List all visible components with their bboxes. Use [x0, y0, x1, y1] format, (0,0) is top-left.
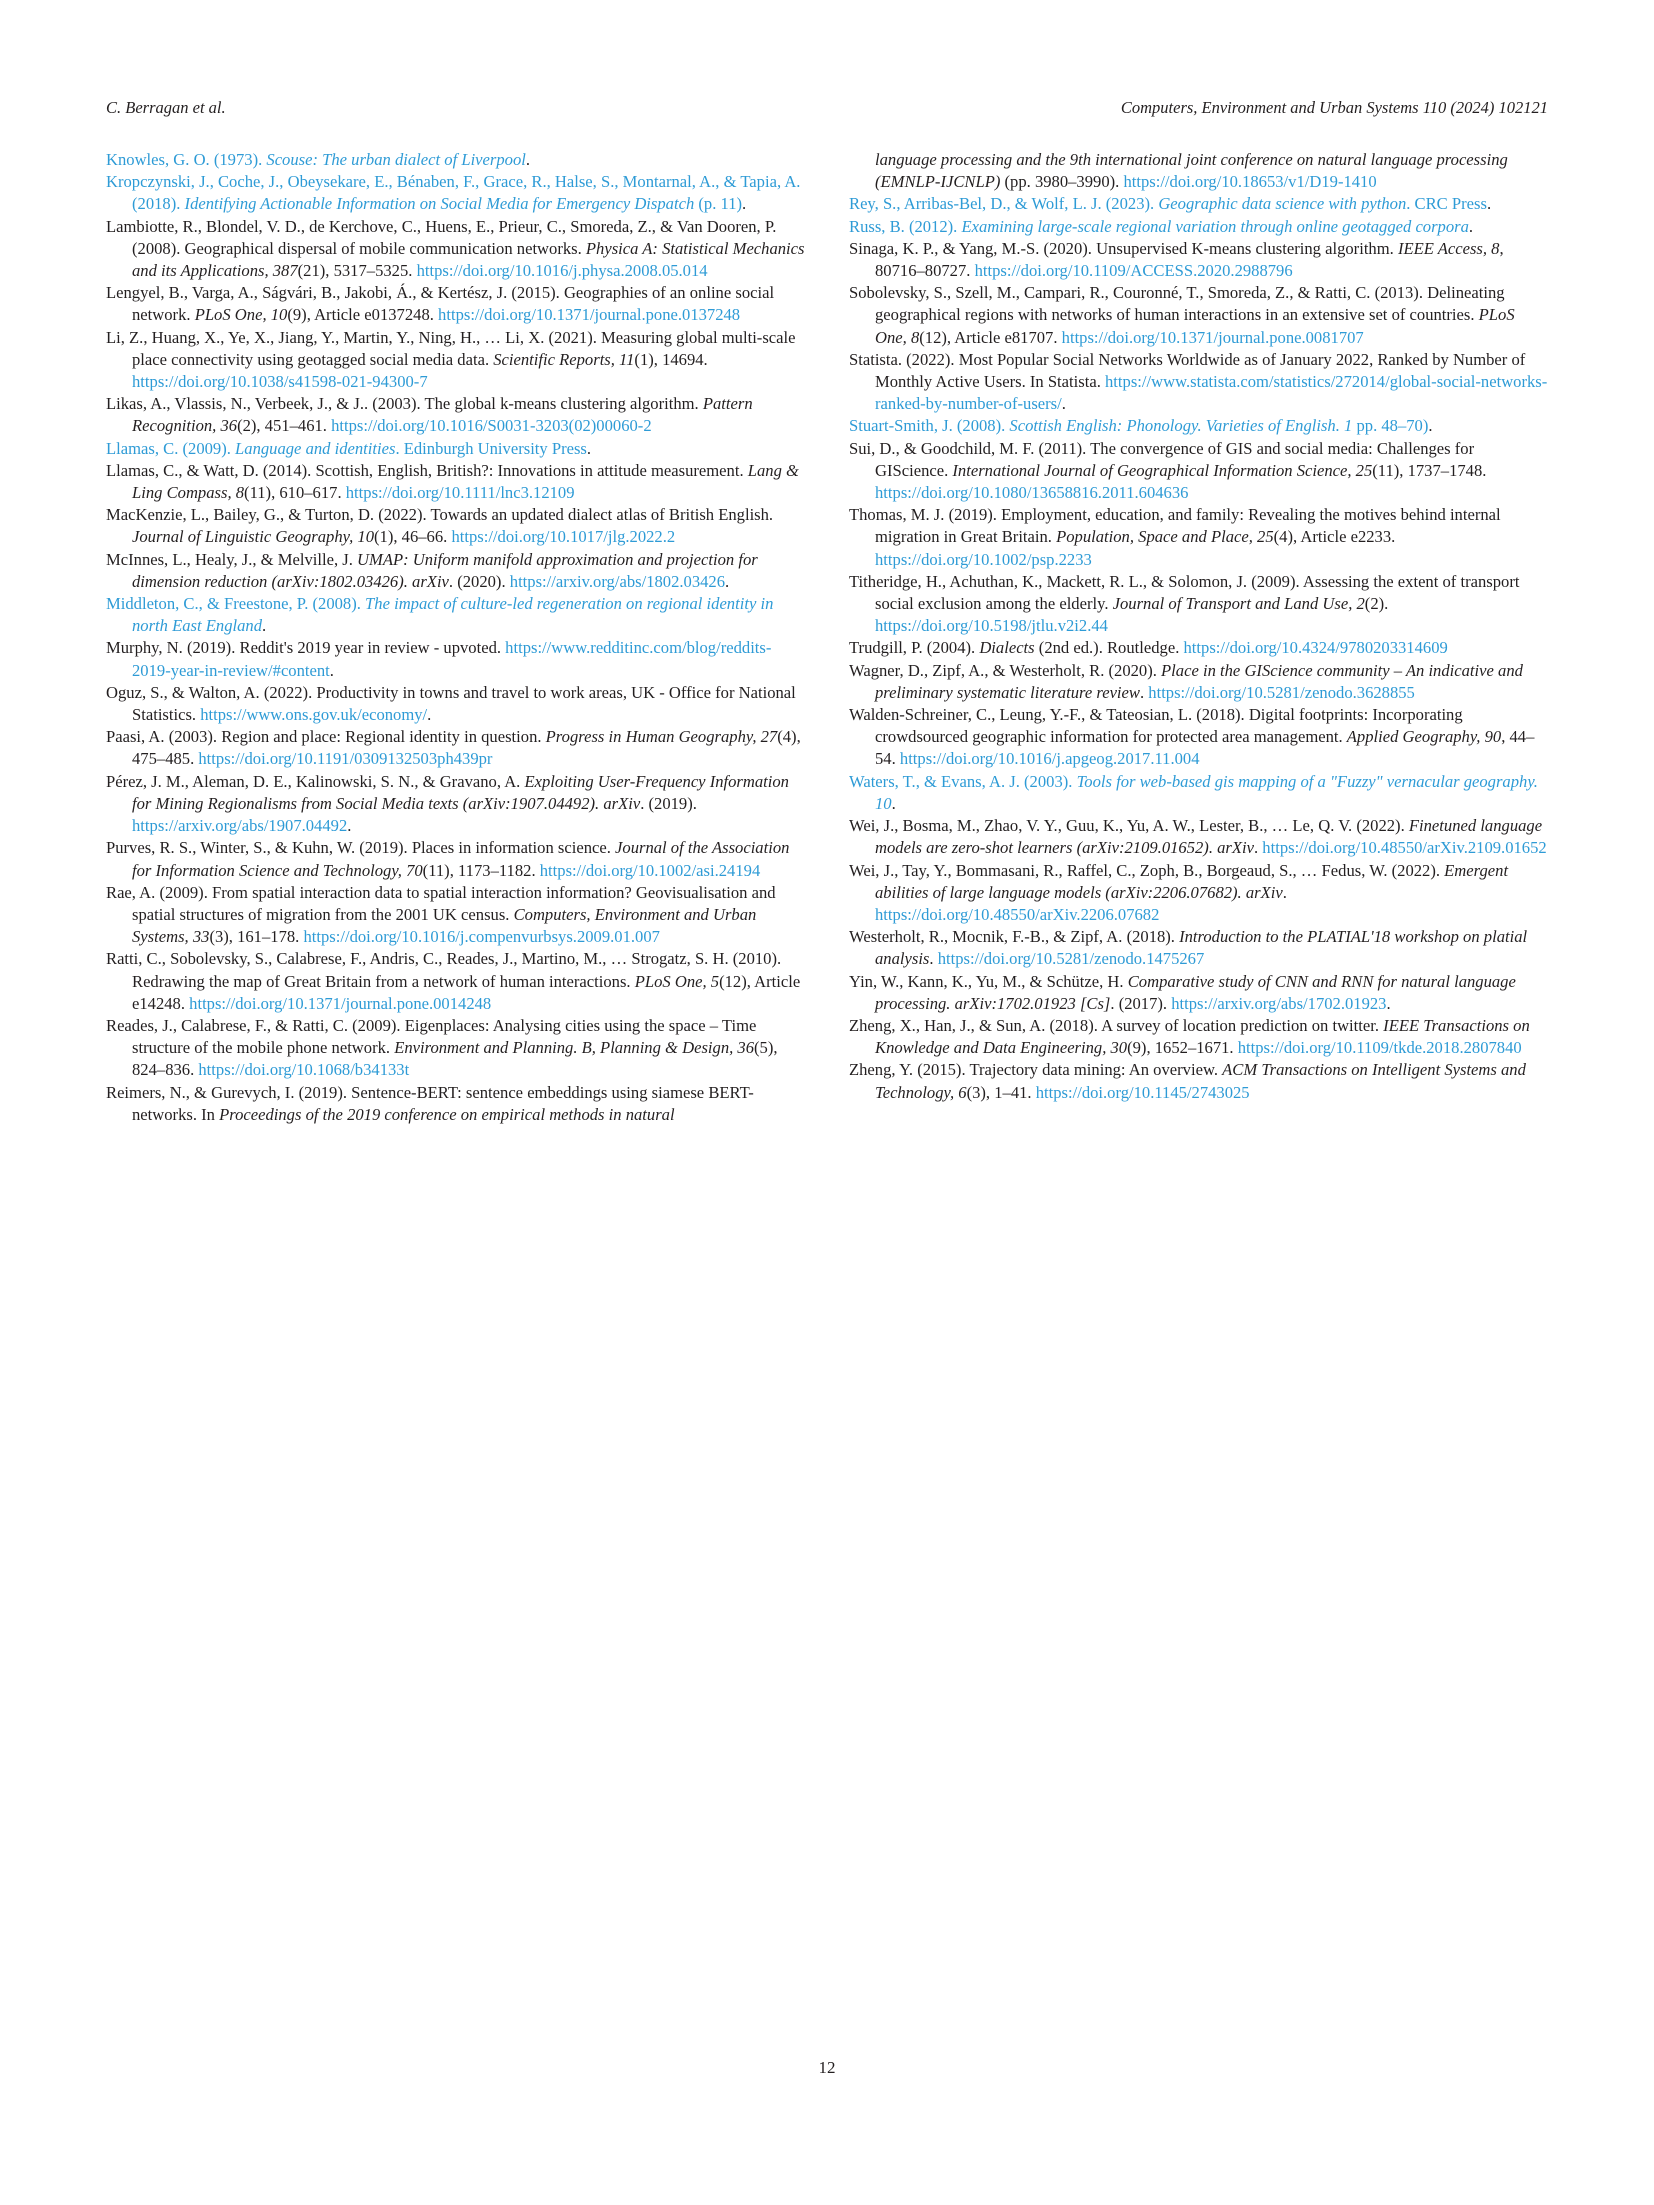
reference-link[interactable]: https://doi.org/10.1016/j.physa.2008.05.014	[416, 261, 708, 281]
reference-text: Pérez, J. M., Aleman, D. E., Kalinowski, S. N., & Gravano, A.	[106, 771, 525, 791]
reference-text: (4), 475–485.	[132, 727, 801, 769]
reference-link[interactable]: Llamas, C. (2009).	[106, 438, 236, 458]
reference-entry	[106, 149, 806, 171]
reference-entry	[849, 438, 1549, 505]
reference-text: (12), Article e14248.	[132, 971, 801, 1013]
reference-text: .	[742, 194, 747, 214]
reference-link[interactable]: . CRC Press	[1406, 194, 1487, 214]
reference-text: Walden-Schreiner, C., Leung, Y.-F., & Tateosian, L. (2018). Digital footprints: Incorporating crowdsourced geographic information for protected area management.	[849, 705, 1463, 747]
reference-link[interactable]: https://doi.org/10.1002/asi.24194	[539, 860, 761, 880]
reference-link[interactable]: https://arxiv.org/abs/1802.03426	[509, 571, 726, 591]
reference-entry	[106, 882, 806, 949]
reference-text: MacKenzie, L., Bailey, G., & Turton, D. (2022). Towards an updated dialect atlas of British English.	[106, 505, 774, 525]
reference-text: .	[929, 949, 938, 969]
reference-entry	[106, 216, 806, 283]
reference-link[interactable]: (p. 11)	[694, 194, 743, 214]
reference-entry	[106, 1082, 806, 1126]
reference-source: IEEE Transactions on Knowledge and Data Engineering, 30	[875, 1015, 1530, 1058]
reference-text: (1), 14694.	[634, 349, 708, 369]
reference-entry	[106, 504, 806, 548]
reference-source: Progress in Human Geography, 27	[545, 727, 778, 747]
reference-entry	[849, 216, 1549, 238]
reference-link[interactable]: Knowles, G. O. (1973).	[106, 150, 267, 169]
reference-link[interactable]: https://doi.org/10.48550/arXiv.2109.01652	[1262, 838, 1547, 858]
reference-text: (9), 1652–1671.	[1127, 1038, 1238, 1058]
reference-link[interactable]: https://doi.org/10.1371/journal.pone.0081707	[1061, 327, 1364, 347]
reference-text: .	[262, 616, 267, 636]
reference-text: .	[1386, 993, 1391, 1013]
reference-link[interactable]: https://doi.org/10.1080/13658816.2011.604636	[875, 483, 1189, 503]
reference-text: (9), Article e0137248.	[287, 305, 439, 325]
reference-text: .	[1486, 194, 1492, 214]
references-right-column	[849, 149, 1549, 1104]
reference-text: (1), 46–66.	[374, 527, 452, 547]
reference-text: (3), 1–41.	[966, 1082, 1036, 1102]
reference-entry	[106, 393, 806, 437]
reference-entry	[849, 149, 1549, 193]
reference-link[interactable]: Tools for web-based gis mapping of a "Fuzzy" vernacular geography. 10	[875, 771, 1538, 813]
reference-text: Zheng, Y. (2015). Trajectory data mining: An overview.	[849, 1060, 1223, 1080]
reference-link[interactable]: Scouse: The urban dialect of Liverpool	[266, 150, 526, 169]
reference-link[interactable]: https://arxiv.org/abs/1702.01923	[1171, 993, 1387, 1013]
reference-source: ACM Transactions on Intelligent Systems and Technology, 6	[875, 1060, 1526, 1102]
reference-text: Sobolevsky, S., Szell, M., Campari, R., Couronné, T., Smoreda, Z., & Ratti, C. (2013). Delineating geographical regions with networks of human interactions in an extensive set of countries.	[849, 283, 1505, 325]
reference-text: Ratti, C., Sobolevsky, S., Calabrese, F., Andris, C., Reades, J., Martino, M., … Strogatz, S. H. (2010). Redrawing the map of Great Britain from a network of human interactions.	[106, 949, 782, 991]
reference-link[interactable]: https://doi.org/10.4324/9780203314609	[1183, 638, 1448, 658]
references-left-column	[106, 149, 806, 1126]
reference-text: (21), 5317–5325.	[297, 261, 417, 281]
reference-entry	[106, 682, 806, 726]
reference-text: (11), 610–617.	[244, 483, 346, 503]
reference-text: Paasi, A. (2003). Region and place: Regional identity in question.	[106, 727, 546, 747]
reference-source: Scientific Reports, 11	[493, 349, 635, 369]
reference-source: Applied Geography, 90	[1346, 727, 1502, 747]
reference-link[interactable]: https://doi.org/10.1145/2743025	[1035, 1082, 1250, 1102]
reference-text: .	[1282, 882, 1287, 902]
reference-text: . (2020).	[448, 571, 510, 591]
reference-source: Journal of Transport and Land Use, 2	[1112, 594, 1365, 614]
reference-source: Emergent abilities of large language models (arXiv:2206.07682). arXiv	[875, 860, 1509, 902]
reference-text: Reades, J., Calabrese, F., & Ratti, C. (2009). Eigenplaces: Analysing cities using the space – Time structure of the mobile phone network.	[106, 1015, 757, 1058]
reference-text: (2nd ed.). Routledge.	[1034, 638, 1184, 658]
reference-source: language processing and the 9th international joint conference on natural language processing (EMNLP-IJCNLP)	[875, 150, 1508, 192]
reference-entry	[849, 660, 1549, 704]
reference-entry	[849, 415, 1549, 437]
reference-text: .	[1468, 216, 1474, 236]
reference-text: Wagner, D., Zipf, A., & Westerholt, R. (2020).	[849, 660, 1162, 680]
reference-text: Thomas, M. J. (2019). Employment, education, and family: Revealing the motives behind internal migration in Great Britain.	[849, 505, 1501, 547]
reference-link[interactable]: https://doi.org/10.1371/journal.pone.0137248	[438, 305, 741, 325]
reference-link[interactable]: https://doi.org/10.1016/S0031-3203(02)00060-2	[331, 416, 652, 436]
reference-text: Sui, D., & Goodchild, M. F. (2011). The convergence of GIS and social media: Challenges for GIScience.	[849, 438, 1475, 480]
reference-source: Pattern Recognition, 36	[132, 394, 753, 436]
reference-text: Rae, A. (2009). From spatial interaction data to spatial interaction information? Geovisualisation and spatial structures of migration from the 2001 UK census.	[106, 882, 776, 924]
reference-link[interactable]: https://doi.org/10.1016/j.compenvurbsys.2009.01.007	[303, 927, 660, 947]
reference-source: Computers, Environment and Urban Systems, 33	[132, 904, 757, 947]
reference-text: .	[1061, 394, 1066, 414]
reference-entry	[106, 637, 806, 681]
reference-source: Exploiting User-Frequency Information for Mining Regionalisms from Social Media texts (arXiv:1907.04492). arXiv	[132, 771, 789, 813]
running-head	[106, 98, 1548, 122]
reference-link[interactable]: pp. 48–70)	[1352, 416, 1429, 436]
reference-text: .	[1139, 682, 1149, 702]
reference-link[interactable]: Scottish English: Phonology. Varieties of English. 1	[1009, 416, 1353, 436]
reference-text: .	[891, 793, 896, 813]
reference-link[interactable]: https://doi.org/10.48550/arXiv.2206.07682	[875, 904, 1160, 924]
reference-link[interactable]: Middleton, C., & Freestone, P. (2008).	[106, 594, 366, 614]
reference-source: Place in the GIScience community – An indicative and preliminary systematic literature review	[875, 660, 1523, 702]
reference-link[interactable]: Rey, S., Arribas-Bel, D., & Wolf, L. J. (2023).	[849, 194, 1159, 214]
reference-link[interactable]: https://www.statista.com/statistics/272014/global-social-networks-ranked-by-number-of-users/	[875, 372, 1548, 414]
reference-link[interactable]: https://doi.org/10.18653/v1/D19-1410	[1123, 172, 1377, 192]
reference-text: Llamas, C., & Watt, D. (2014). Scottish, English, British?: Innovations in attitude measurement.	[106, 460, 748, 480]
reference-link[interactable]: https://doi.org/10.1109/ACCESS.2020.2988796	[974, 261, 1293, 281]
reference-entry	[106, 438, 806, 460]
reference-entry	[106, 593, 806, 637]
reference-text: .	[347, 816, 352, 836]
reference-link[interactable]: https://doi.org/10.1002/psp.2233	[875, 549, 1092, 569]
reference-text: Statista. (2022). Most Popular Social Networks Worldwide as of January 2022, Ranked by Number of Monthly Active Users. In Statista.	[849, 349, 1526, 392]
reference-entry	[849, 971, 1549, 1015]
reference-text: Murphy, N. (2019). Reddit's 2019 year in review - upvoted.	[106, 638, 506, 658]
reference-link[interactable]: https://doi.org/10.5281/zenodo.3628855	[1148, 682, 1415, 702]
reference-text: Lengyel, B., Varga, A., Ságvári, B., Jakobi, Á., & Kertész, J. (2015). Geographies of an online social network.	[106, 283, 775, 325]
reference-text: Zheng, X., Han, J., & Sun, A. (2018). A survey of location prediction on twitter.	[849, 1015, 1384, 1035]
reference-entry	[849, 704, 1549, 771]
reference-text: Likas, A., Vlassis, N., Verbeek, J., & J.. (2003). The global k-means clustering algorithm.	[106, 394, 703, 414]
reference-text: .	[586, 438, 592, 458]
reference-text: . (2017).	[1110, 993, 1172, 1013]
reference-text: Wei, J., Bosma, M., Zhao, V. Y., Guu, K., Yu, A. W., Lester, B., … Le, Q. V. (2022).	[849, 816, 1409, 836]
running-head-authors: C. Berragan et al.	[106, 98, 226, 117]
reference-text: Li, Z., Huang, X., Ye, X., Jiang, Y., Martin, Y., Ning, H., … Li, X. (2021). Measuring global multi-scale place connectivity using geotagged social media data.	[106, 327, 796, 369]
reference-entry	[106, 171, 806, 215]
reference-text: (5), 824–836.	[132, 1038, 778, 1080]
reference-link[interactable]: https://doi.org/10.1109/tkde.2018.2807840	[1237, 1038, 1522, 1058]
reference-entry	[849, 1015, 1549, 1059]
reference-source: Comparative study of CNN and RNN for natural language processing. arXiv:1702.01923 [Cs]	[875, 971, 1516, 1013]
reference-source: Proceedings of the 2019 conference on empirical methods in natural	[219, 1104, 675, 1124]
reference-source: UMAP: Uniform manifold approximation and projection for dimension reduction (arXiv:1802.03426). arXiv	[132, 549, 758, 591]
reference-text: (4), Article e2233.	[1273, 527, 1396, 547]
reference-text: (2), 451–461.	[237, 416, 332, 436]
reference-text: McInnes, L., Healy, J., & Melville, J.	[106, 549, 358, 569]
reference-link[interactable]: https://doi.org/10.1111/lnc3.12109	[345, 483, 575, 503]
reference-link[interactable]: . Edinburgh University Press	[395, 438, 587, 458]
reference-text: .	[725, 571, 730, 591]
reference-link[interactable]: The impact of culture-led regeneration on regional identity in north East England	[132, 594, 774, 636]
reference-text: .	[1254, 838, 1263, 858]
reference-link[interactable]: https://doi.org/10.5198/jtlu.v2i2.44	[875, 616, 1108, 636]
reference-entry	[106, 948, 806, 1015]
reference-link[interactable]: Examining large-scale regional variation through online geotagged corpora	[961, 216, 1469, 236]
reference-source: PLoS One, 5	[634, 971, 720, 991]
reference-text: .	[329, 660, 334, 680]
reference-source: Population, Space and Place, 25	[1056, 527, 1274, 547]
reference-link[interactable]: https://doi.org/10.1017/jlg.2022.2	[451, 527, 676, 547]
reference-text: (11), 1173–1182.	[422, 860, 540, 880]
reference-entry	[106, 726, 806, 770]
reference-entry	[849, 637, 1549, 659]
reference-entry	[106, 460, 806, 504]
reference-text: (pp. 3980–3990).	[1000, 172, 1124, 192]
reference-source: Lang & Ling Compass, 8	[132, 460, 799, 503]
reference-text: (12), Article e81707.	[919, 327, 1062, 347]
reference-link[interactable]: Waters, T., & Evans, A. J. (2003).	[849, 771, 1077, 791]
reference-text: .	[1428, 416, 1433, 436]
reference-source: Journal of the Association for Information Science and Technology, 70	[132, 838, 790, 880]
reference-entry	[849, 349, 1549, 416]
reference-text: . (2019).	[640, 793, 697, 813]
reference-link[interactable]: https://www.ons.gov.uk/economy/	[200, 705, 428, 725]
reference-entry	[106, 327, 806, 394]
reference-link[interactable]: Kropczynski, J., Coche, J., Obeysekare, E., Bénaben, F., Grace, R., Halse, S., Montarnal, A., & Tapia, A. (2018).	[106, 172, 801, 214]
reference-source: Dialects	[979, 638, 1035, 658]
reference-entry	[849, 860, 1549, 927]
reference-entry	[849, 571, 1549, 638]
reference-link[interactable]: https://doi.org/10.1371/journal.pone.0014248	[189, 993, 492, 1013]
reference-source: Introduction to the PLATIAL'18 workshop on platial analysis	[875, 927, 1528, 969]
reference-text: Lambiotte, R., Blondel, V. D., de Kerchove, C., Huens, E., Prieur, C., Smoreda, Z., & Van Dooren, P. (2008). Geographical dispersal of mobile communication networks.	[106, 216, 777, 258]
reference-entry	[106, 771, 806, 838]
reference-link[interactable]: https://arxiv.org/abs/1907.04492	[132, 816, 348, 836]
reference-source: PLoS One, 10	[194, 305, 288, 325]
reference-link[interactable]: https://doi.org/10.1038/s41598-021-94300-7	[132, 372, 428, 392]
reference-source: Environment and Planning. B, Planning & Design, 36	[394, 1038, 755, 1058]
reference-entry	[106, 1015, 806, 1082]
reference-text: (2).	[1364, 594, 1389, 614]
reference-link[interactable]: https://doi.org/10.1016/j.apgeog.2017.11.004	[899, 749, 1200, 769]
reference-text: (11), 1737–1748.	[1372, 460, 1487, 480]
reference-link[interactable]: Geographic data science with python	[1158, 194, 1407, 214]
reference-source: IEEE Access, 8	[1397, 238, 1500, 258]
reference-entry	[849, 815, 1549, 859]
reference-text: Reimers, N., & Gurevych, I. (2019). Sentence-BERT: sentence embeddings using siamese BERT-networks. In	[106, 1082, 754, 1124]
reference-source: Finetuned language models are zero-shot learners (arXiv:2109.01652). arXiv	[875, 816, 1543, 858]
reference-link[interactable]: https://doi.org/10.1191/0309132503ph439pr	[198, 749, 493, 769]
reference-text: .	[427, 705, 432, 725]
reference-link[interactable]: https://doi.org/10.1068/b34133t	[198, 1060, 410, 1080]
reference-text: (3), 161–178.	[209, 927, 304, 947]
reference-entry	[106, 837, 806, 881]
reference-link[interactable]: Russ, B. (2012).	[849, 216, 962, 236]
reference-text: Wei, J., Tay, Y., Bommasani, R., Raffel, C., Zoph, B., Borgeaud, S., … Fedus, W. (2022).	[849, 860, 1445, 880]
reference-text: Sinaga, K. P., & Yang, M.-S. (2020). Unsupervised K-means clustering algorithm.	[849, 238, 1398, 258]
reference-source: Physica A: Statistical Mechanics and its Applications, 387	[132, 238, 805, 281]
reference-entry	[849, 771, 1549, 815]
reference-entry	[106, 549, 806, 593]
reference-source: Journal of Linguistic Geography, 10	[132, 527, 374, 547]
reference-link[interactable]: Stuart-Smith, J. (2008).	[849, 416, 1010, 436]
reference-text: .	[525, 150, 531, 169]
reference-text: , 80716–80727.	[875, 238, 1504, 281]
reference-entry	[849, 1059, 1549, 1103]
reference-text: Yin, W., Kann, K., Yu, M., & Schütze, H.	[849, 971, 1128, 991]
reference-link[interactable]: https://www.redditinc.com/blog/reddits-2019-year-in-review/#content	[132, 638, 772, 680]
reference-text: , 44–54.	[875, 727, 1535, 769]
reference-text: Oguz, S., & Walton, A. (2022). Productivity in towns and travel to work areas, UK - Office for National Statistics.	[106, 682, 796, 725]
page-number: 12	[818, 2058, 836, 2077]
reference-entry	[849, 238, 1549, 282]
reference-link[interactable]: https://doi.org/10.5281/zenodo.1475267	[937, 949, 1205, 969]
reference-source: International Journal of Geographical Information Science, 25	[952, 460, 1373, 480]
reference-entry	[849, 193, 1549, 215]
reference-entry	[849, 282, 1549, 349]
reference-text: Westerholt, R., Mocnik, F.-B., & Zipf, A. (2018).	[849, 927, 1180, 947]
running-head-journal: Computers, Environment and Urban Systems 110 (2024) 102121	[1120, 98, 1548, 117]
reference-source: PLoS One, 8	[875, 305, 1515, 347]
reference-entry	[849, 504, 1549, 571]
reference-link[interactable]: Identifying Actionable Information on Social Media for Emergency Dispatch	[184, 194, 695, 214]
reference-entry	[849, 926, 1549, 970]
reference-entry	[106, 282, 806, 326]
reference-text: Titheridge, H., Achuthan, K., Mackett, R. L., & Solomon, J. (2009). Assessing the extent of transport social exclusion among the elderly.	[849, 571, 1520, 614]
reference-text: Purves, R. S., Winter, S., & Kuhn, W. (2019). Places in information science.	[106, 838, 616, 858]
reference-text: Trudgill, P. (2004).	[849, 638, 980, 658]
reference-link[interactable]: Language and identities	[235, 438, 396, 458]
